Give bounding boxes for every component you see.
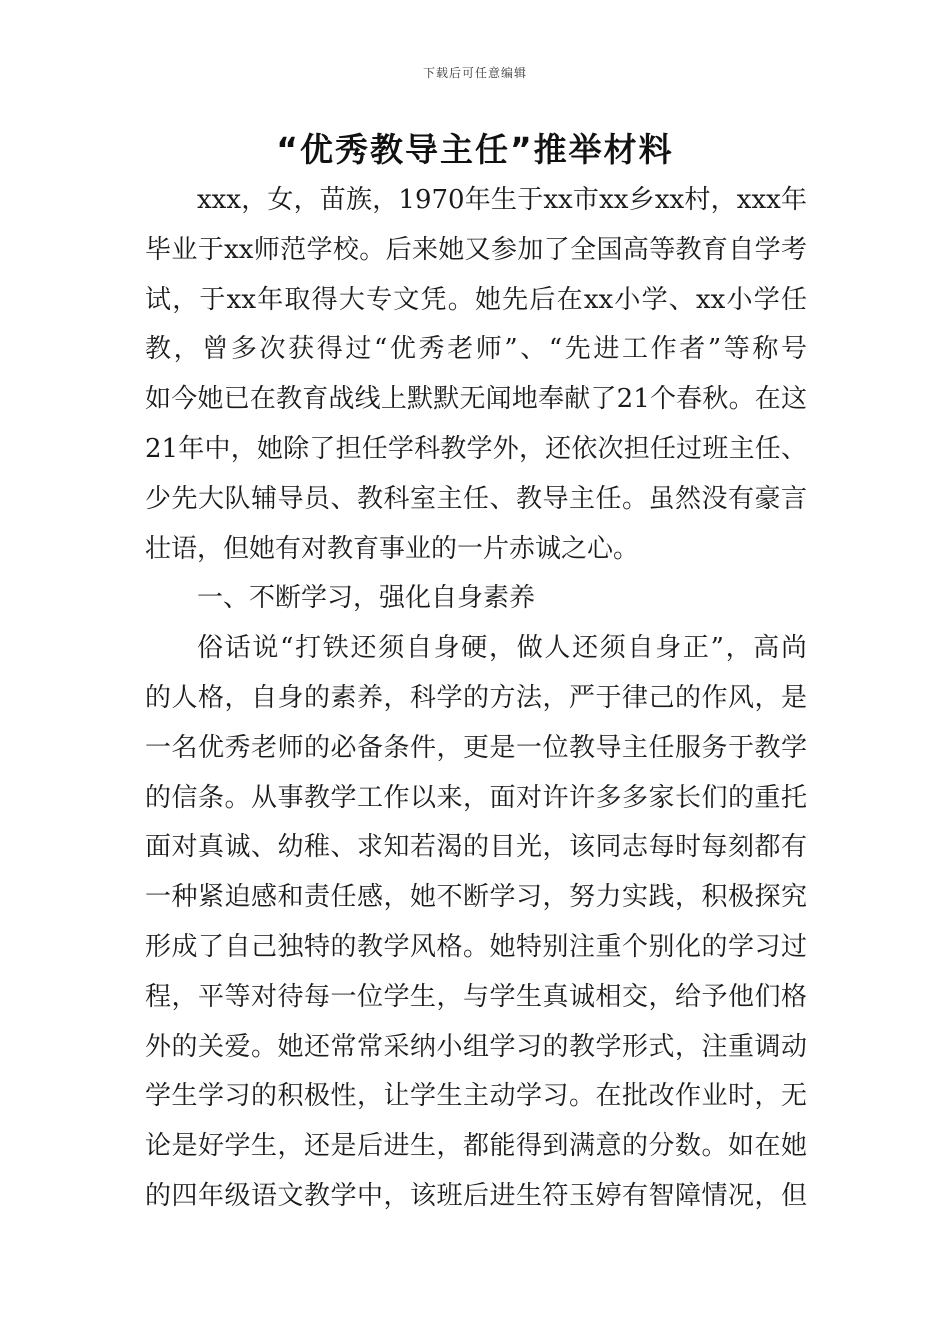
body-line: 俗话说“打铁还须自身硬，做人还须自身正”，高尚 [197, 633, 807, 664]
document-body [145, 176, 807, 1222]
body-line: 外的关爱。她还常常采纳小组学习的教学形式，注重调动 [145, 1031, 807, 1062]
body-line: 程，平等对待每一位学生，与学生真诚相交，给予他们格 [145, 981, 807, 1012]
body-line: xxx，女，苗族，1970年生于xx市xx乡xx村，xxx年 [197, 185, 807, 215]
body-line: 的信条。从事教学工作以来，面对许许多多家长们的重托 [145, 782, 807, 813]
body-line: 的四年级语文教学中，该班后进生符玉婷有智障情况，但 [145, 1180, 807, 1211]
body-line: 毕业于xx师范学校。后来她又参加了全国高等教育自学考 [145, 234, 807, 265]
header-note: 下载后可任意编辑 [422, 66, 527, 80]
body-line: 论是好学生，还是后进生，都能得到满意的分数。如在她 [145, 1131, 807, 1162]
body-line: 一种紧迫感和责任感，她不断学习，努力实践，积极探究 [145, 882, 807, 913]
body-line: 教，曾多次获得过“优秀老师”、“先进工作者”等称号 [145, 334, 807, 365]
body-line: 面对真诚、幼稚、求知若渴的目光，该同志每时每刻都有 [145, 832, 807, 863]
body-line: 一、不断学习，强化自身素养 [197, 583, 536, 614]
body-line: 试，于xx年取得大专文凭。她先后在xx小学、xx小学任 [145, 284, 807, 315]
body-line: 如今她已在教育战线上默默无闻地奉献了21个春秋。在这 [145, 384, 807, 415]
body-line: 形成了自己独特的教学风格。她特别注重个别化的学习过 [145, 931, 807, 962]
body-line: 一名优秀老师的必备条件，更是一位教导主任服务于教学 [145, 732, 807, 763]
body-line: 的人格，自身的素养，科学的方法，严于律己的作风，是 [145, 682, 807, 713]
body-line: 壮语，但她有对教育事业的一片赤诚之心。 [145, 533, 640, 564]
body-line: 学生学习的积极性，让学生主动学习。在批改作业时，无 [145, 1081, 807, 1112]
body-line: 少先大队辅导员、教科室主任、教导主任。虽然没有豪言 [145, 483, 807, 514]
body-line: 21年中，她除了担任学科教学外，还依次担任过班主任、 [145, 433, 807, 464]
document-title: “优秀教导主任”推举材料 [276, 130, 674, 169]
